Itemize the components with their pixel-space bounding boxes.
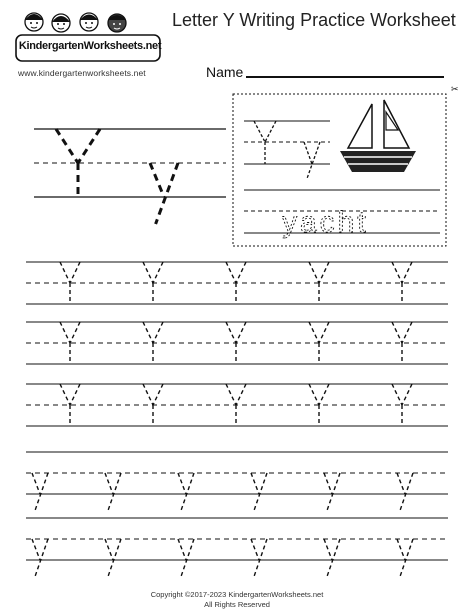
traced-letter-y xyxy=(32,539,48,576)
traced-letter-y xyxy=(178,539,194,576)
card-word-trace: yacht xyxy=(282,206,369,239)
traced-letter-y xyxy=(105,473,121,510)
traced-letter-y xyxy=(397,539,413,576)
traced-letter-y xyxy=(178,473,194,510)
scissors-icon: ✂ xyxy=(451,84,459,94)
picture-card xyxy=(233,94,446,246)
practice-row xyxy=(26,322,448,364)
page-title: Letter Y Writing Practice Worksheet xyxy=(172,10,456,30)
traced-letter-y xyxy=(150,163,178,224)
copyright-text: Copyright ©2017-2023 KindergartenWorksheets.net xyxy=(150,590,324,599)
site-url[interactable]: www.kindergartenworksheets.net xyxy=(18,68,146,78)
traced-letter-y xyxy=(251,539,267,576)
name-label: Name xyxy=(206,64,244,80)
practice-rows xyxy=(26,262,448,576)
traced-letter-y xyxy=(397,473,413,510)
traced-letter-y xyxy=(105,539,121,576)
traced-letter-y xyxy=(304,142,320,178)
traced-letter-y xyxy=(324,473,340,510)
practice-row xyxy=(26,262,448,304)
logo-text: KindergartenWorksheets.net xyxy=(18,40,162,52)
sailboat-icon xyxy=(340,100,416,172)
example-lines xyxy=(34,129,226,224)
traced-letter-y xyxy=(251,473,267,510)
practice-row xyxy=(26,518,448,576)
practice-row xyxy=(26,384,448,426)
traced-letter-y xyxy=(32,473,48,510)
traced-letter-y xyxy=(324,539,340,576)
practice-row xyxy=(26,452,448,510)
rights-text: All Rights Reserved xyxy=(204,600,270,609)
